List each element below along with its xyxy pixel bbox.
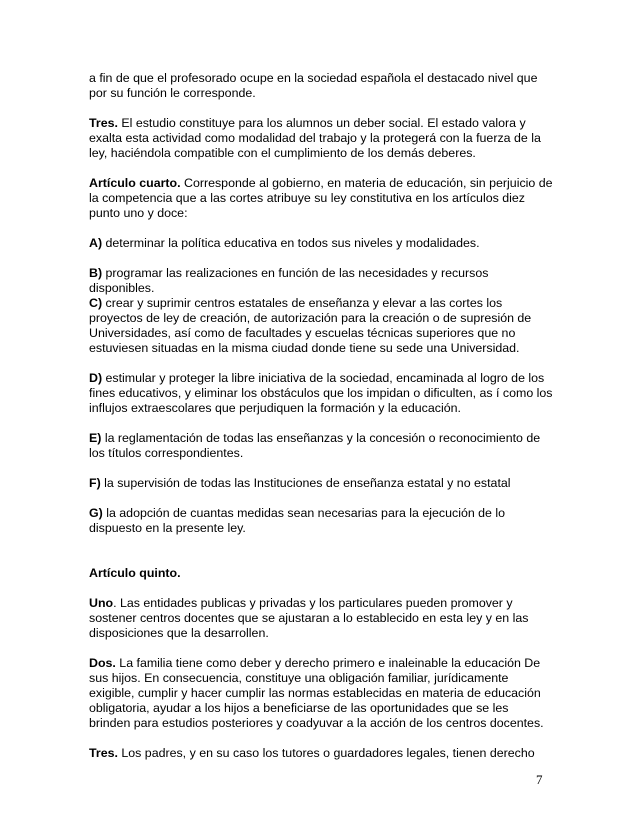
paragraph-label: Dos. [89,656,116,670]
paragraph-text: estimular y proteger la libre iniciativa de la sociedad, encaminada al logro de los fines educativos, y eliminar los obstáculos que los impidan o dificulten, as í como los influjos extraescolares que perjudiquen la formación y la educación. [89,371,553,415]
paragraph-label: G) [89,506,103,520]
paragraph-text: El estudio constituye para los alumnos un deber social. El estado valora y exalta esta actividad como modalidad del trabajo y la protegerá con la fuerza de la ley, haciéndola compatible con el cumplimiento de los demás deberes. [89,116,541,160]
paragraph-label: Tres. [89,116,118,130]
paragraph-label: Artículo quinto. [89,566,181,580]
heading-articulo-quinto [89,566,553,581]
paragraph-text: . Las entidades publicas y privadas y los particulares pueden promover y sostener centros docentes que se ajustaran a lo establecido en esta ley y en las disposiciones que la desarrollen. [89,596,529,640]
paragraph-label: B) [89,266,103,280]
paragraph-uno [89,596,553,641]
paragraph-text: la reglamentación de todas las enseñanzas y la concesión o reconocimiento de los títulos correspondientes. [89,431,541,460]
paragraph-label: Tres. [89,746,118,760]
paragraph-text: La familia tiene como deber y derecho primero e inaleinable la educación De sus hijos. En consecuencia, constituye una obligación familiar, jurídicamente exigible, cumplir y hacer cumplir las normas establecidas en materia de educación obligatoria, ayudar a los hijos a beneficiarse de las oportunidades que se les brinden para estudios posteriores y coadyuvar a la acción de los centros docentes. [89,656,544,730]
paragraph-text: Corresponde al gobierno, en materia de educación, sin perjuicio de la competencia que a las cortes atribuye su ley constitutiva en los artículos diez punto uno y doce: [89,176,553,220]
paragraph-label: E) [89,431,102,445]
paragraph-dos [89,656,553,731]
paragraph-label: C) [89,296,103,310]
paragraph-text: Los padres, y en su caso los tutores o guardadores legales, tienen derecho [117,746,535,760]
paragraph-tres-final [89,746,553,761]
page-number: 7 [536,772,543,787]
paragraph-item-e [89,431,553,461]
paragraph-label: Uno [89,596,114,610]
paragraph-text: determinar la política educativa en todos sus niveles y modalidades. [102,236,480,250]
paragraph-item-b [89,266,553,296]
paragraph-label: D) [89,371,103,385]
paragraph-text: la supervisión de todas las Instituciones de enseñanza estatal y no estatal [100,476,511,490]
paragraph-continuation: a fin de que el profesorado ocupe en la sociedad española el destacado nivel que por su función le corresponde. [89,71,538,100]
paragraph-text: crear y suprimir centros estatales de enseñanza y elevar a las cortes los proyectos de ley de creación, de autorización para la creación o de supresión de Universidades, así como de facultades y escuelas técnicas superiores que no estuviesen situadas en la misma ciudad donde tiene su sede una Universidad. [89,296,532,355]
paragraph-text: programar las realizaciones en función de las necesidades y recursos disponibles. [89,266,489,295]
paragraph-item-d [89,371,553,416]
paragraph-label: A) [89,236,103,250]
page-body [89,71,553,776]
paragraph-articulo-cuarto [89,176,553,221]
paragraph-item-a [89,236,553,251]
paragraph-label: F) [89,476,101,490]
paragraph-label: Artículo cuarto. [89,176,181,190]
paragraph-tres [89,116,553,161]
paragraph-item-c [89,296,553,356]
paragraph-item-f [89,476,553,491]
paragraph-text: la adopción de cuantas medidas sean necesarias para la ejecución de lo dispuesto en la presente ley. [89,506,506,535]
paragraph-item-g [89,506,553,536]
